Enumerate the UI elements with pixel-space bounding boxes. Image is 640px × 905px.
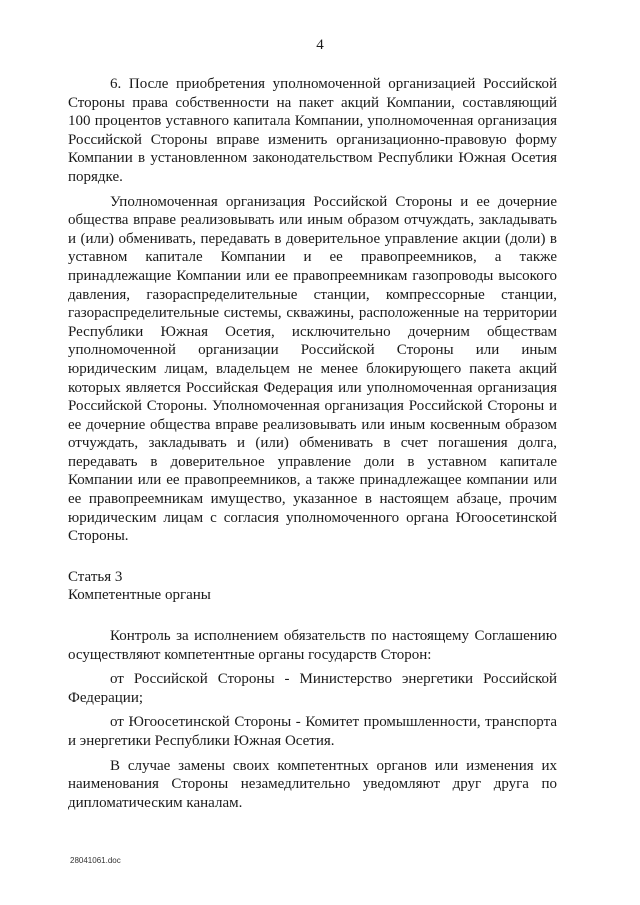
article-title: Компетентные органы <box>68 587 211 604</box>
page-number: 4 <box>316 37 324 53</box>
paragraph-authorized-organization: Уполномоченная организация Российской Стороны и ее дочерние общества вправе реализовывать или иным образом отчуждать, закладывать и (или) обменивать, передавать в доверительное управление акции (доли) в уставном капитале Компании и ее правопреемников, а также принадлежащие Компании или ее правопреемникам газопроводы высокого давления, газораспределительные станции, компрессорные станции, газораспределительные системы, скважины, расположенные на территории Республики Южная Осетия, исключительно дочерним обществам уполномоченной организации Российской Стороны или иным юридическим лицам, владельцем не менее блокирующего пакета акций которых является Российская Федерация или уполномоченная организация Российской Стороны. Уполномоченная организация Российской Стороны и ее дочерние общества вправе реализовывать или иным косвенным образом отчуждать, закладывать и (или) обменивать в счет погашения долга, передавать в доверительное управление доли в уставном капитале Компании или ее правопреемников, а также принадлежащее компании или ее правопреемникам имущество, указанное в настоящем абзаце, прочим юридическим лицам с согласия уполномоченного органа Югоосетинской Стороны. <box>68 193 557 545</box>
paragraph-control: Контроль за исполнением обязательств по настоящему Соглашению осуществляют компетентные органы государств Сторон: <box>68 628 557 663</box>
article-number: Статья 3 <box>68 568 123 585</box>
paragraph-south-ossetian-side: от Югоосетинской Стороны - Комитет промышленности, транспорта и энергетики Республики Южная Осетия. <box>68 714 557 749</box>
footer-filename: 28041061.doc <box>70 856 121 865</box>
paragraph-russian-side: от Российской Стороны - Министерство энергетики Российской Федерации; <box>68 671 557 706</box>
paragraph-6: 6. После приобретения уполномоченной организацией Российской Стороны права собственности на пакет акций Компании, составляющий 100 процентов уставного капитала Компании, уполномоченная организация Российской Стороны вправе изменить организационно-правовую форму Компании в установленном законодательством Республики Южная Осетия порядке. <box>68 76 557 185</box>
paragraph-notification: В случае замены своих компетентных органов или изменения их наименования Стороны незамедлительно уведомляют друг друга по дипломатическим каналам. <box>68 757 557 811</box>
document-body <box>68 75 557 812</box>
